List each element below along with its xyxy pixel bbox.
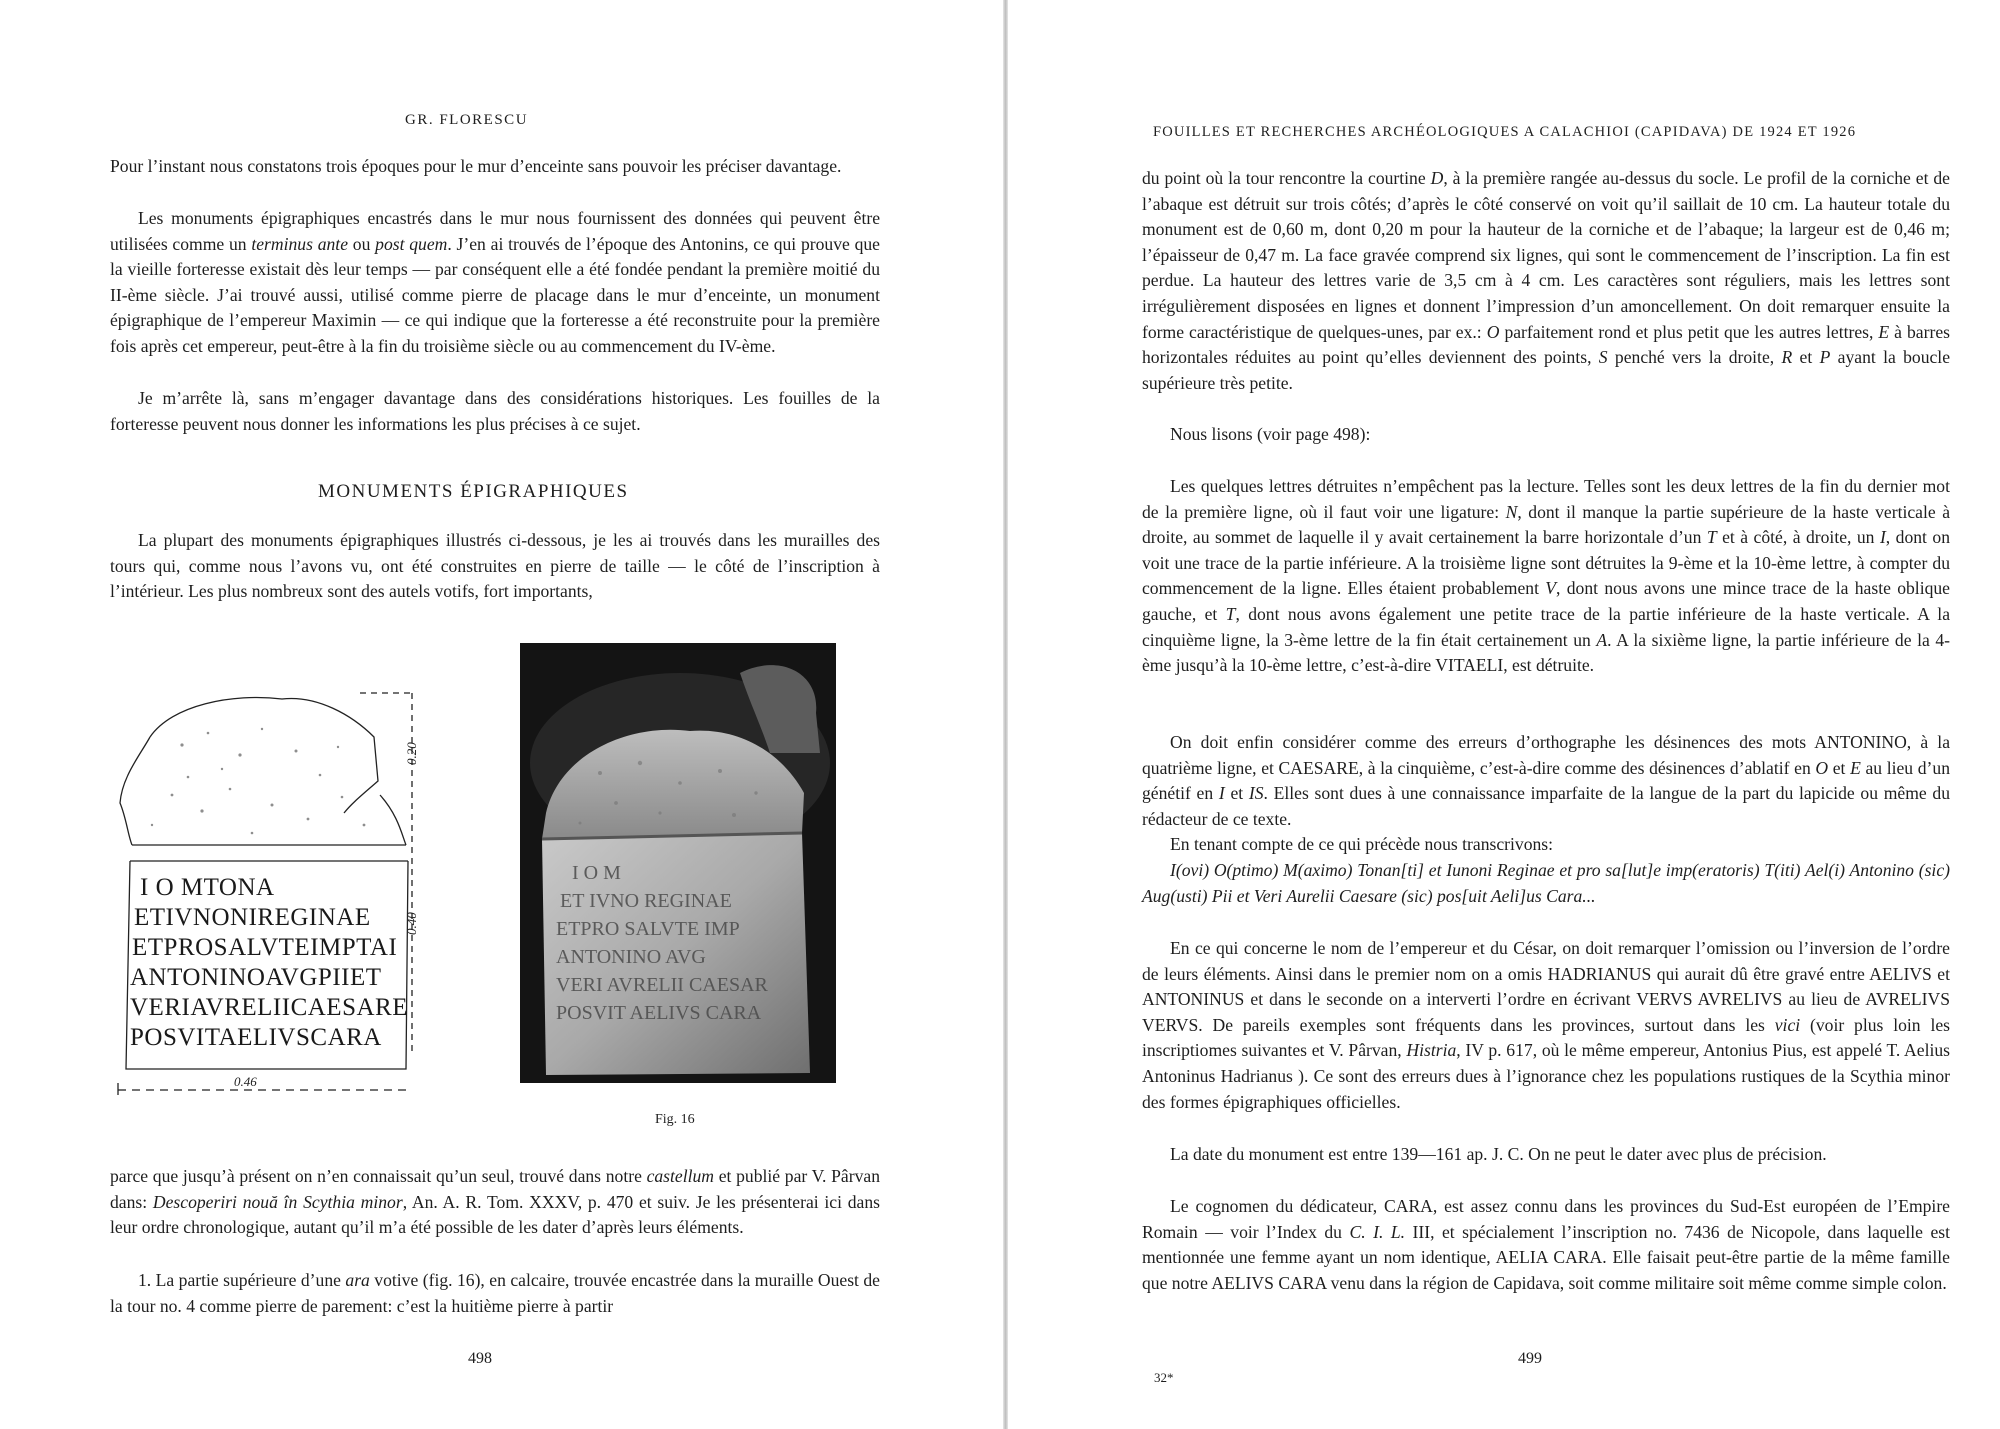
right-paragraph-2: Nous lisons (voir page 498): [1170,424,1371,444]
page-number-left: 498 [468,1350,492,1367]
dimension-side: 0.40 [404,912,419,935]
photo-line-4: ANTONINO AVG [556,946,706,968]
right-paragraph-3: Les quelques lettres détruites n’empêchent pas la lecture. Telles sont les deux lettres de la fin du dernier mot de la première ligne, où il faut voir une ligature: N, dont il manque la partie supérieure de la haste verticale à droite, au sommet de laquelle il y avait certainement la barre horizontale d’un T et à côté, à droite, un I, dont on voit une trace de la partie inférieure. A la troisième ligne sont détruites la 9-ème et la 10-ème lettre, à compter du commencement de la ligne. Elles étaient probablement V, dont nous avons une mince trace de la haste oblique gauche, et T, dont nous avons également une petite trace de la partie inférieure de la haste verticale. A la cinquième ligne, la 3-ème lettre de la fin était certainement un A. A la sixième ligne, la partie inférieure de la 4-ème jusqu’à la 10-ème lettre, c’est-à-dire VITAELI, est détruite. [1142,476,1950,676]
photo-line-6: POSVIT AELIVS CARA [556,1002,762,1024]
paragraph-3: Je m’arrête là, sans m’engager davantage dans des considérations historiques. Les fouilles de la forteresse peuvent nous donner les informations les plus précises à ce sujet. [110,388,880,434]
running-head-left: GR. FLORESCU [405,112,529,128]
section-title: MONUMENTS ÉPIGRAPHIQUES [318,481,629,502]
dimension-width: 0.46 [234,1074,257,1089]
photo-line-2: ET IVNO REGINAE [560,890,732,912]
inscription-drawing [112,685,432,1095]
drawing-line-3: ETPROSALVTEIMPTAI [132,934,398,961]
photo-line-1: I O M [572,862,621,884]
signature-mark: 32* [1154,1370,1174,1385]
dimension-top: 0.20 [404,742,419,765]
photo-line-5: VERI AVRELII CAESAR [556,974,768,996]
drawing-line-4: ANTONINOAVGPIIET [130,964,382,991]
section-intro: La plupart des monuments épigraphiques illustrés ci-dessous, je les ai trouvés dans les murailles des tours qui, comme nous l’avons vu, ont été construites en pierre de taille — le côté de l’inscription à l’intérieur. Les plus nombreux sont des autels votifs, fort importants, [110,530,880,602]
photo-line-3: ETPRO SALVTE IMP [556,918,740,940]
paragraph-1: Pour l’instant nous constatons trois époques pour le mur d’enceinte sans pouvoir les préciser davantage. [110,156,842,176]
right-page [1008,0,2000,1429]
paragraph-2: Les monuments épigraphiques encastrés dans le mur nous fournissent des données qui peuvent être utilisées comme un terminus ante ou post quem. J’en ai trouvés de l’époque des Antonins, ce qui prouve que la vieille forteresse existait dès leur temps — par conséquent elle a été fondée pendant la première moitié du II-ème siècle. J’ai trouvé aussi, utilisé comme pierre de placage dans le mur d’enceinte, un monument épigraphique de l’empereur Maximin — ce qui indique que la forteresse a été reconstruite pour la première fois après cet empereur, peut-être à la fin du troisième siècle ou au commencement du IV-ème. [110,208,880,356]
inscription-photograph [520,643,836,1083]
running-head-right: FOUILLES ET RECHERCHES ARCHÉOLOGIQUES A CALACHIOI (CAPIDAVA) DE 1924 ET 1926 [1153,124,1857,140]
drawing-line-1: I O MTONA [140,874,275,901]
right-paragraph-5: En tenant compte de ce qui précède nous transcrivons: [1170,834,1554,854]
transcription: I(ovi) O(ptimo) M(aximo) Tonan[ti] et Iunoni Reginae et pro sa[lut]e imp(eratoris) T(iti) Ael(i) Antonino (sic) Aug(usti) Pii et Veri Aurelii Caesare (sic) pos[uit Aeli]us Cara... [1142,860,1950,906]
page-number-right: 499 [1518,1350,1542,1367]
right-paragraph-8: Le cognomen du dédicateur, CARA, est assez connu dans les provinces du Sud-Est européen de l’Empire Romain — voir l’Index du C. I. L. III, et spécialement l’inscription no. 7436 de Nicopole, dans laquelle est mentionnée une femme ayant un nom identique, AELIA CARA. Elle faisait peut-être partie de la même famille que notre AELIVS CARA venu dans la région de Capidava, soit comme militaire soit même comme simple colon. [1142,1196,1950,1293]
paragraph-after-figure: parce que jusqu’à présent on n’en connaissait qu’un seul, trouvé dans notre castellum et publié par V. Pârvan dans: Descoperiri nouă în Scythia minor, An. A. R. Tom. XXXV, p. 470 et suiv. Je les présenterai ici dans leur ordre chronologique, autant qu’il m’a été possible de les dater d’après leurs éléments. [110,1166,881,1238]
drawing-line-6: POSVITAELIVSCARA [130,1024,382,1051]
item-1: 1. La partie supérieure d’une ara votive (fig. 16), en calcaire, trouvée encastrée dans la muraille Ouest de la tour no. 4 comme pierre de parement: c’est la huitième pierre à partir [110,1270,880,1316]
right-paragraph-6: En ce qui concerne le nom de l’empereur et du César, on doit remarquer l’omission ou l’inversion de l’ordre de leurs éléments. Ainsi dans le premier nom on a omis HADRIANUS qui aurait dû être gravé entre AELIVS et ANTONINUS et dans le seconde on a interverti l’ordre en écrivant VERVS AVRELIVS au lieu de AVRELIVS VERVS. De pareils exemples sont fréquents dans les provinces, surtout dans les vici (voir plus loin les inscriptiomes suivantes et V. Pârvan, Histria, IV p. 617, où le même empereur, Antonius Pius, est appelé T. Aelius Antoninus Hadrianus ). Ce sont des erreurs dues à l’ignorance chez les populations rustiques de la Scythia minor des formes épigraphiques officielles. [1142,938,1950,1112]
right-paragraph-1: du point où la tour rencontre la courtine D, à la première rangée au-dessus du socle. Le profil de la corniche et de l’abaque est détruit sur trois côtés; d’après le côté conservé on voit qu’il saillait de 10 cm. La hauteur totale du monument est de 0,60 m, dont 0,20 m pour la hauteur de la corniche et de l’abaque; la largeur est de 0,46 m; l’épaisseur de 0,47 m. La face gravée comprend six lignes, qui sont le commencement de l’inscription. La fin est perdue. La hauteur des lettres varie de 3,5 cm à 4 cm. Les caractères sont réguliers, mais les lettres sont irrégulièrement disposées en lignes et donnent l’impression d’un amoncellement. On doit remarquer ensuite la forme caractéristique de quelques-unes, par ex.: O parfaitement rond et plus petit que les autres lettres, E à barres horizontales réduites au point qu’elles deviennent des points, S penché vers la droite, R et P ayant la boucle supérieure très petite. [1142,168,1951,393]
figure-caption: Fig. 16 [655,1112,695,1127]
right-paragraph-4: On doit enfin considérer comme des erreurs d’orthographe les désinences des mots ANTONINO, à la quatrième ligne, et CAESARE, à la cinquième, c’est-à-dire comme des désinences d’ablatif en O et E au lieu d’un génétif en I et IS. Elles sont dues à une connaissance imparfaite de la langue de la part du lapicide ou même du rédacteur de ce texte. [1142,732,1951,829]
drawing-line-2: ETIVNONIREGINAE [134,904,371,931]
drawing-line-5: VERIAVRELIICAESARE [130,994,408,1021]
right-paragraph-7: La date du monument est entre 139—161 ap. J. C. On ne peut le dater avec plus de précision. [1170,1144,1827,1164]
